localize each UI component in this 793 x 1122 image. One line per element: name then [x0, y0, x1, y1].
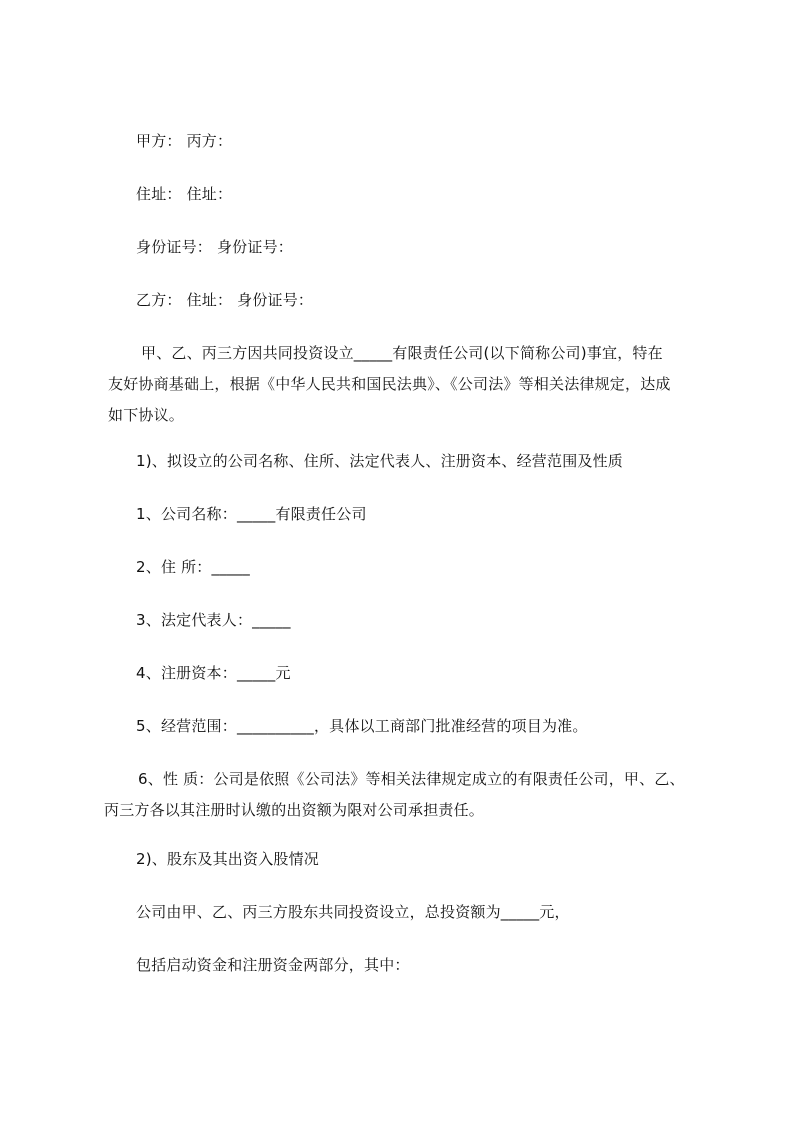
section1-item-6: [0, 764, 685, 826]
parties-yi: 乙方： 住址： 身份证号：: [136, 291, 314, 309]
preamble-line-1: 甲、乙、丙三方因共同投资设立_____有限责任公司(以下简称公司)事宜，特在: [141, 344, 663, 362]
preamble-paragraph: [0, 338, 671, 431]
parties-id: 身份证号： 身份证号：: [136, 238, 293, 256]
section1-item-6-line-2: 丙三方各以其注册时认缴的出资额为限对公司承担责任。: [104, 801, 485, 819]
section1-item-6-line-1: 6、性 质：公司是依照《公司法》等相关法律规定成立的有限责任公司，甲、乙、: [138, 770, 685, 788]
section1-item-2: 2、住 所：_____: [136, 558, 251, 576]
section2-text-2: 包括启动资金和注册资金两部分，其中：: [136, 956, 410, 974]
parties-jia-bing: 甲方： 丙方：: [136, 132, 233, 150]
section2-text-1: 公司由甲、乙、丙三方股东共同投资设立，总投资额为_____元，: [136, 903, 570, 921]
preamble-line-2: 友好协商基础上，根据《中华人民共和国民法典》、《公司法》等相关法律规定，达成: [108, 375, 671, 393]
preamble-line-3: 如下协议。: [108, 406, 185, 424]
section1-item-5: 5、经营范围：__________，具体以工商部门批准经营的项目为准。: [136, 717, 588, 735]
section1-item-1: 1、公司名称：_____有限责任公司: [136, 505, 367, 523]
parties-address: 住址： 住址：: [136, 185, 233, 203]
section1-heading: 1)、拟设立的公司名称、住所、法定代表人、注册资本、经营范围及性质: [136, 452, 623, 470]
section1-item-4: 4、注册资本：_____元: [136, 664, 291, 682]
section1-item-3: 3、法定代表人：_____: [136, 611, 291, 629]
section2-heading: 2)、股东及其出资入股情况: [136, 850, 319, 868]
